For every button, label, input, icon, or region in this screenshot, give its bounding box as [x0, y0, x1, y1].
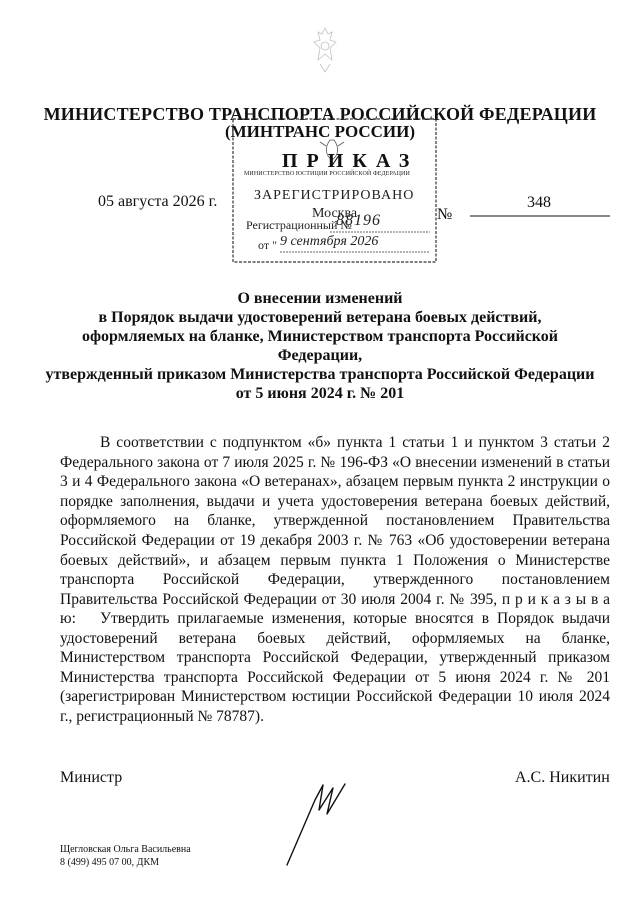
executor-name: Щегловская Ольга Васильевна [60, 844, 191, 855]
body-paragraph-preamble: В соответствии с подпунктом «б» пункта 1 статьи 1 и пунктом 3 статьи 2 Федерального закона от 7 июля 2025 г. № 196-ФЗ «О внесении изменений в статьи 3 и 4 Федерального закона «О ветеранах», абзацем первым пункта 2 инструкции о порядке заполнения, выдачи и учета удостоверения ветерана боевых действий, оформляемого на бланке, утвержденной постановлением Правительства Российской Федерации от 19 декабря 2003 г. № 763 «Об удостоверении ветерана боевых действий», и абзацем первым пункта 1 Положения о Министерстве транспорта Российской Федерации, утвержденного постановлением Правительства Российской Федерации от 30 июля 2004 г. № 395, п р и к а з ы в а ю: [60, 434, 610, 628]
stamp-city: Москва [312, 206, 358, 221]
stamp-date-label: от " [258, 238, 277, 252]
ministry-name: МИНИСТЕРСТВО ТРАНСПОРТА РОССИЙСКОЙ ФЕДЕРАЦИИ [43, 104, 597, 124]
title-line: в Порядок выдачи удостоверений ветерана боевых действий, [98, 309, 542, 326]
stamp-reg-number: 88196 [336, 212, 381, 229]
title-line: от 5 июня 2024 г. № 201 [235, 385, 405, 402]
title-line: утвержденный приказом Министерства транспорта Российской Федерации [45, 366, 595, 383]
number-underline [470, 215, 610, 219]
stamp-reg-label: Регистрационный № [246, 218, 352, 232]
number-sign: № [437, 206, 453, 223]
order-date: 05 августа 2026 г. [98, 193, 218, 210]
signer-title: Министр [60, 769, 123, 786]
signer-name: А.С. Никитин [515, 769, 610, 786]
title-line: оформляемых на бланке, Министерством транспорта Российской Федерации, [81, 328, 559, 364]
stamp-underlines [330, 230, 440, 260]
executor-phone: 8 (499) 495 07 00, ДКМ [60, 857, 160, 868]
coat-of-arms-emblem [300, 20, 350, 80]
executor-info [60, 843, 191, 869]
title-line: О внесении изменений [237, 290, 403, 307]
document-type: ПРИКАЗ [282, 150, 419, 172]
stamp-registered: ЗАРЕГИСТРИРОВАНО [254, 188, 415, 203]
order-title [40, 289, 600, 403]
ministry-short-name: (МИНТРАНС РОССИИ) [224, 122, 416, 141]
body-paragraph-order: Утвердить прилагаемые изменения, которые вносятся в Порядок выдачи удостоверений ветерана боевых действий, оформляемых на бланке, Министерством транспорта Российской Федерации, утвержденный приказом Министерства транспорта Российской Федерации от 5 июня 2024 г. № 201 (зарегистрирован Министерством юстиции Российской Федерации 10 июля 2024 г., регистрационный № 78787). [60, 610, 610, 725]
order-number: 348 [527, 194, 551, 211]
stamp-ministry-justice: МИНИСТЕРСТВО ЮСТИЦИИ РОССИЙСКОЙ ФЕДЕРАЦИИ [244, 171, 410, 177]
handwritten-signature [285, 780, 365, 870]
stamp-reg-date: 9 сентября 2026 [280, 234, 379, 249]
